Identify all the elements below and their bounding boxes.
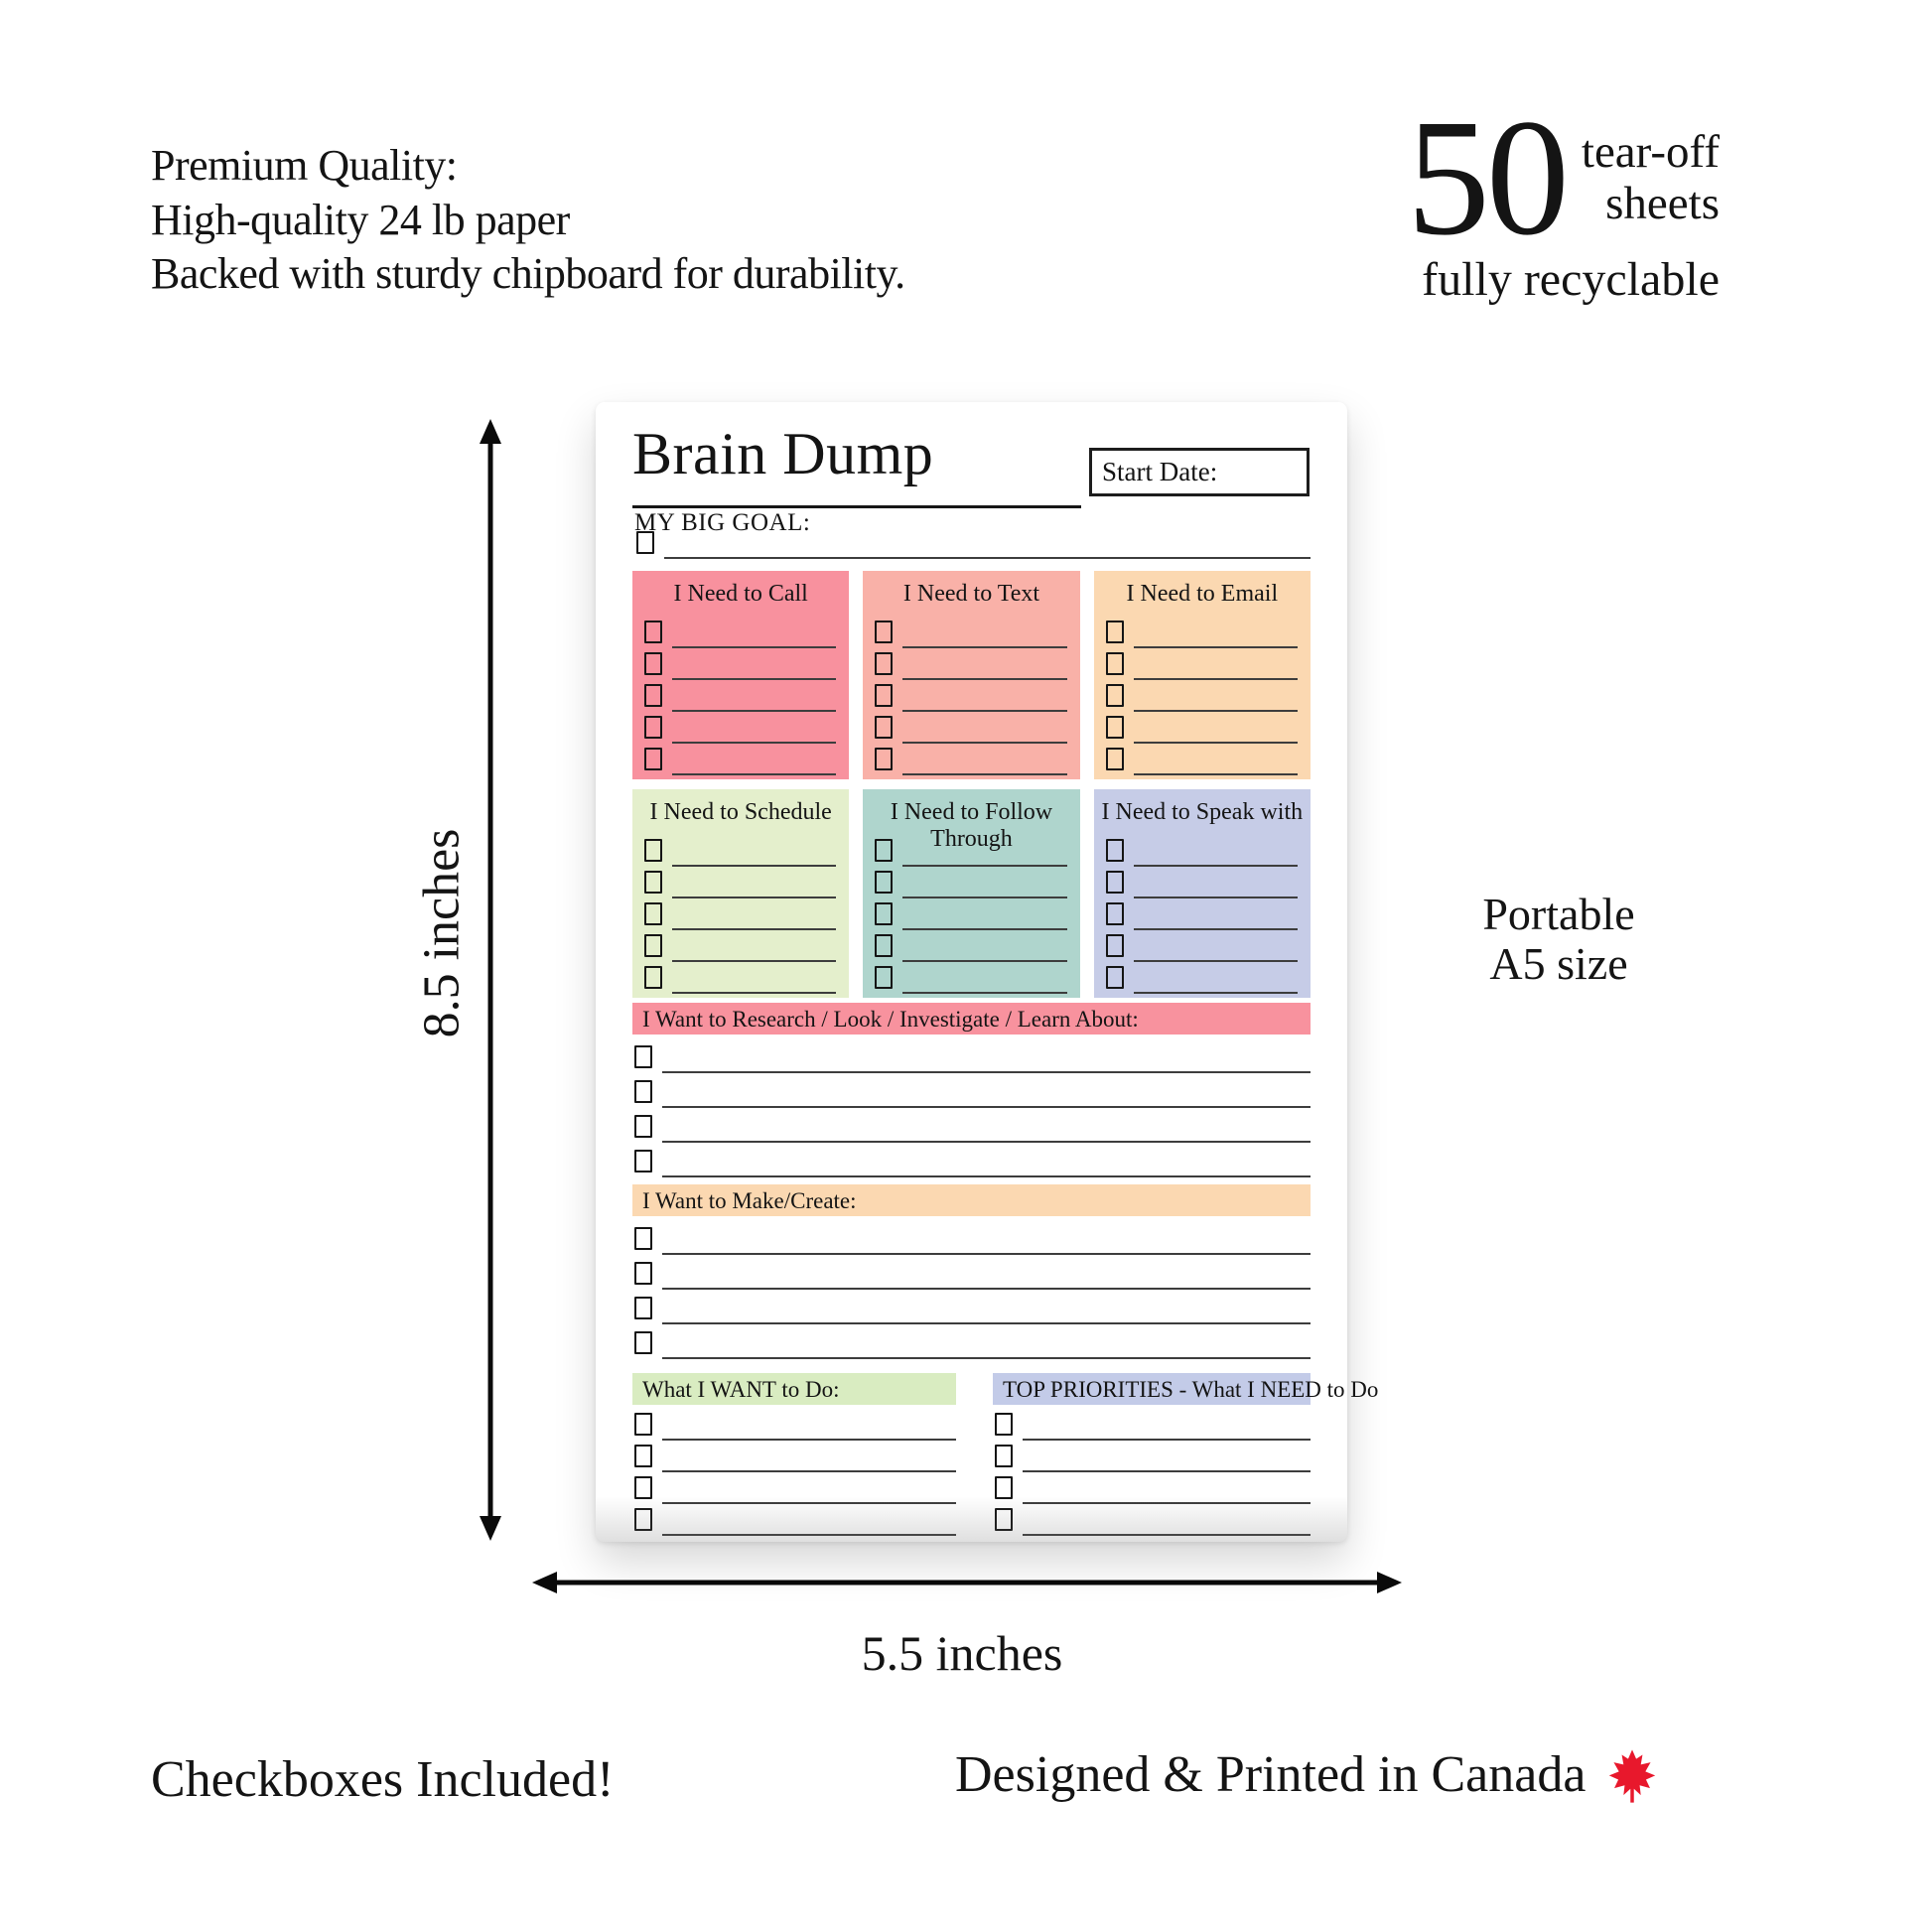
write-line [662, 1357, 1311, 1359]
write-line [1134, 646, 1298, 648]
write-line [902, 897, 1066, 898]
checkbox-icon [636, 531, 654, 554]
write-line [672, 897, 836, 898]
write-line [672, 710, 836, 712]
write-line [662, 1288, 1311, 1290]
write-line [1134, 742, 1298, 744]
checkbox-row [1106, 835, 1298, 867]
checkbox-row [644, 867, 836, 898]
checkbox-icon [995, 1445, 1013, 1467]
need-to-call-box [632, 571, 849, 779]
write-line [1134, 773, 1298, 775]
box-title: I Need to Schedule [649, 799, 832, 825]
paper-bottom-shadow [596, 1496, 1347, 1542]
write-line [902, 960, 1066, 962]
checkbox-icon [634, 1150, 652, 1173]
checkbox-row [644, 962, 836, 994]
write-line [1134, 928, 1298, 930]
research-section-rows [634, 1038, 1311, 1177]
checkbox-icon [634, 1262, 652, 1285]
checkbox-icon [634, 1413, 652, 1436]
research-section-bar: I Want to Research / Look / Investigate / Learn About: [632, 1003, 1311, 1035]
checkbox-icon [634, 1227, 652, 1250]
checkbox-row [1106, 712, 1298, 744]
quality-text [151, 139, 905, 302]
checkbox-icon [634, 1080, 652, 1103]
checkbox-row [875, 930, 1066, 962]
sheets-note: fully recyclable [1422, 253, 1720, 307]
write-line [672, 865, 836, 867]
checkbox-icon [644, 652, 662, 675]
checkbox-row [634, 1290, 1311, 1324]
box-title: I Need to Call [673, 581, 808, 607]
footer-made-in-canada-text: Designed & Printed in Canada [955, 1745, 1587, 1803]
make-section-rows [634, 1220, 1311, 1359]
write-line [902, 742, 1066, 744]
write-line [902, 773, 1066, 775]
checkbox-row [634, 1220, 1311, 1255]
box-rows [1106, 617, 1298, 775]
need-to-speak-with-box [1094, 789, 1311, 998]
write-line [1134, 960, 1298, 962]
checkbox-icon [644, 871, 662, 894]
checkbox-row [1106, 930, 1298, 962]
write-line [902, 865, 1066, 867]
checkbox-row [875, 898, 1066, 930]
write-line [902, 928, 1066, 930]
portability-line-2: A5 size [1489, 937, 1628, 989]
write-line [662, 1470, 956, 1472]
checkbox-icon [644, 902, 662, 925]
box-title: I Need to Follow Through [890, 799, 1053, 852]
write-line [664, 557, 1311, 559]
box-rows [644, 617, 836, 775]
write-line [902, 992, 1066, 994]
checkbox-icon [875, 839, 893, 862]
checkbox-icon [875, 934, 893, 957]
need-boxes-grid [632, 571, 1311, 998]
sheets-word-1: tear-off [1581, 125, 1720, 178]
need-to-schedule-box [632, 789, 849, 998]
want-section-bar: What I WANT to Do: [632, 1373, 956, 1405]
checkbox-row [875, 962, 1066, 994]
width-dimension-label: 5.5 inches [861, 1625, 1063, 1681]
checkbox-row [644, 648, 836, 680]
width-arrow [530, 1563, 1404, 1602]
checkbox-row [634, 1108, 1311, 1143]
box-title: I Need to Text [902, 581, 1040, 607]
write-line [662, 1141, 1311, 1143]
big-goal-label: MY BIG GOAL: [634, 509, 811, 536]
box-rows [875, 617, 1066, 775]
write-line [672, 742, 836, 744]
write-line [662, 1322, 1311, 1324]
write-line [672, 928, 836, 930]
sheets-count-row [1406, 85, 1720, 270]
write-line [1134, 678, 1298, 680]
checkbox-row [634, 1073, 1311, 1108]
checkbox-icon [875, 748, 893, 770]
checkbox-icon [875, 966, 893, 989]
checkbox-icon [1106, 621, 1124, 643]
checkbox-icon [644, 684, 662, 707]
checkbox-row [875, 712, 1066, 744]
checkbox-icon [1106, 934, 1124, 957]
title-underline [632, 505, 1081, 508]
checkbox-icon [634, 1331, 652, 1354]
box-rows [1106, 835, 1298, 994]
need-to-email-box [1094, 571, 1311, 779]
checkbox-icon [644, 934, 662, 957]
write-line [1134, 992, 1298, 994]
write-line [1134, 710, 1298, 712]
height-dimension-label: 8.5 inches [413, 828, 471, 1038]
checkbox-row [644, 712, 836, 744]
footer-checkboxes-note: Checkboxes Included! [151, 1751, 615, 1808]
priorities-section-bar: TOP PRIORITIES - What I NEED to Do [993, 1373, 1311, 1405]
checkbox-row [995, 1409, 1311, 1441]
checkbox-row [1106, 648, 1298, 680]
checkbox-icon [875, 902, 893, 925]
checkbox-row [875, 867, 1066, 898]
write-line [1023, 1470, 1311, 1472]
checkbox-row [1106, 898, 1298, 930]
checkbox-icon [644, 966, 662, 989]
write-line [902, 646, 1066, 648]
checkbox-icon [1106, 684, 1124, 707]
checkbox-row [644, 930, 836, 962]
checkbox-icon [634, 1297, 652, 1319]
checkbox-icon [644, 621, 662, 643]
checkbox-icon [1106, 748, 1124, 770]
maple-leaf-icon [1603, 1747, 1661, 1805]
checkbox-row [1106, 617, 1298, 648]
checkbox-row [636, 527, 1311, 559]
write-line [662, 1071, 1311, 1073]
write-line [1023, 1439, 1311, 1441]
planner-sheet [596, 402, 1379, 1542]
checkbox-icon [1106, 966, 1124, 989]
checkbox-icon [1106, 839, 1124, 862]
checkbox-row [875, 648, 1066, 680]
checkbox-row [644, 898, 836, 930]
write-line [902, 678, 1066, 680]
checkbox-row [634, 1143, 1311, 1177]
checkbox-row [634, 1038, 1311, 1073]
checkbox-icon [875, 871, 893, 894]
checkbox-icon [644, 716, 662, 739]
box-rows [875, 835, 1066, 994]
checkbox-icon [634, 1445, 652, 1467]
need-to-text-box [863, 571, 1079, 779]
write-line [672, 992, 836, 994]
make-section-bar: I Want to Make/Create: [632, 1184, 1311, 1216]
checkbox-icon [644, 748, 662, 770]
checkbox-row [644, 835, 836, 867]
write-line [672, 678, 836, 680]
write-line [902, 710, 1066, 712]
write-line [672, 773, 836, 775]
write-line [662, 1253, 1311, 1255]
portability-line-1: Portable [1482, 889, 1635, 939]
checkbox-row [644, 744, 836, 775]
sheets-word-2: sheets [1605, 178, 1720, 230]
quality-line-1: Premium Quality: [151, 141, 458, 190]
checkbox-icon [875, 716, 893, 739]
write-line [1134, 897, 1298, 898]
checkbox-icon [1106, 716, 1124, 739]
height-arrow [471, 417, 510, 1543]
checkbox-row [634, 1255, 1311, 1290]
sheets-count: 50 [1406, 85, 1566, 270]
start-date-box [1089, 448, 1310, 496]
checkbox-row [1106, 744, 1298, 775]
sheets-block [1350, 85, 1720, 307]
checkbox-icon [634, 1045, 652, 1068]
checkbox-row [634, 1324, 1311, 1359]
write-line [672, 646, 836, 648]
checkbox-icon [875, 621, 893, 643]
checkbox-icon [1106, 652, 1124, 675]
need-to-follow-through-box [863, 789, 1079, 998]
checkbox-row [634, 1441, 956, 1472]
checkbox-row [995, 1441, 1311, 1472]
checkbox-row [1106, 867, 1298, 898]
write-line [662, 1106, 1311, 1108]
checkbox-icon [644, 839, 662, 862]
checkbox-icon [875, 684, 893, 707]
footer-made-in-canada [955, 1743, 1661, 1805]
checkbox-row [644, 680, 836, 712]
box-title: I Need to Speak with [1101, 799, 1304, 825]
checkbox-icon [634, 1115, 652, 1138]
box-title: I Need to Email [1126, 581, 1279, 607]
write-line [662, 1175, 1311, 1177]
box-rows [644, 835, 836, 994]
sheets-words [1582, 126, 1720, 230]
planner-title: Brain Dump [632, 421, 934, 486]
write-line [1134, 865, 1298, 867]
checkbox-icon [1106, 871, 1124, 894]
start-date-label: Start Date: [1102, 457, 1218, 486]
checkbox-row [875, 617, 1066, 648]
quality-line-3: Backed with sturdy chipboard for durability. [151, 249, 905, 299]
checkbox-row [1106, 680, 1298, 712]
big-goal-rows [636, 527, 1311, 559]
checkbox-row [1106, 962, 1298, 994]
write-line [672, 960, 836, 962]
portability-note [1420, 890, 1698, 988]
checkbox-icon [995, 1413, 1013, 1436]
checkbox-row [875, 680, 1066, 712]
checkbox-icon [1106, 902, 1124, 925]
checkbox-row [634, 1409, 956, 1441]
quality-line-2: High-quality 24 lb paper [151, 195, 570, 244]
checkbox-row [875, 744, 1066, 775]
checkbox-icon [875, 652, 893, 675]
checkbox-row [644, 617, 836, 648]
write-line [662, 1439, 956, 1441]
checkbox-row [875, 835, 1066, 867]
